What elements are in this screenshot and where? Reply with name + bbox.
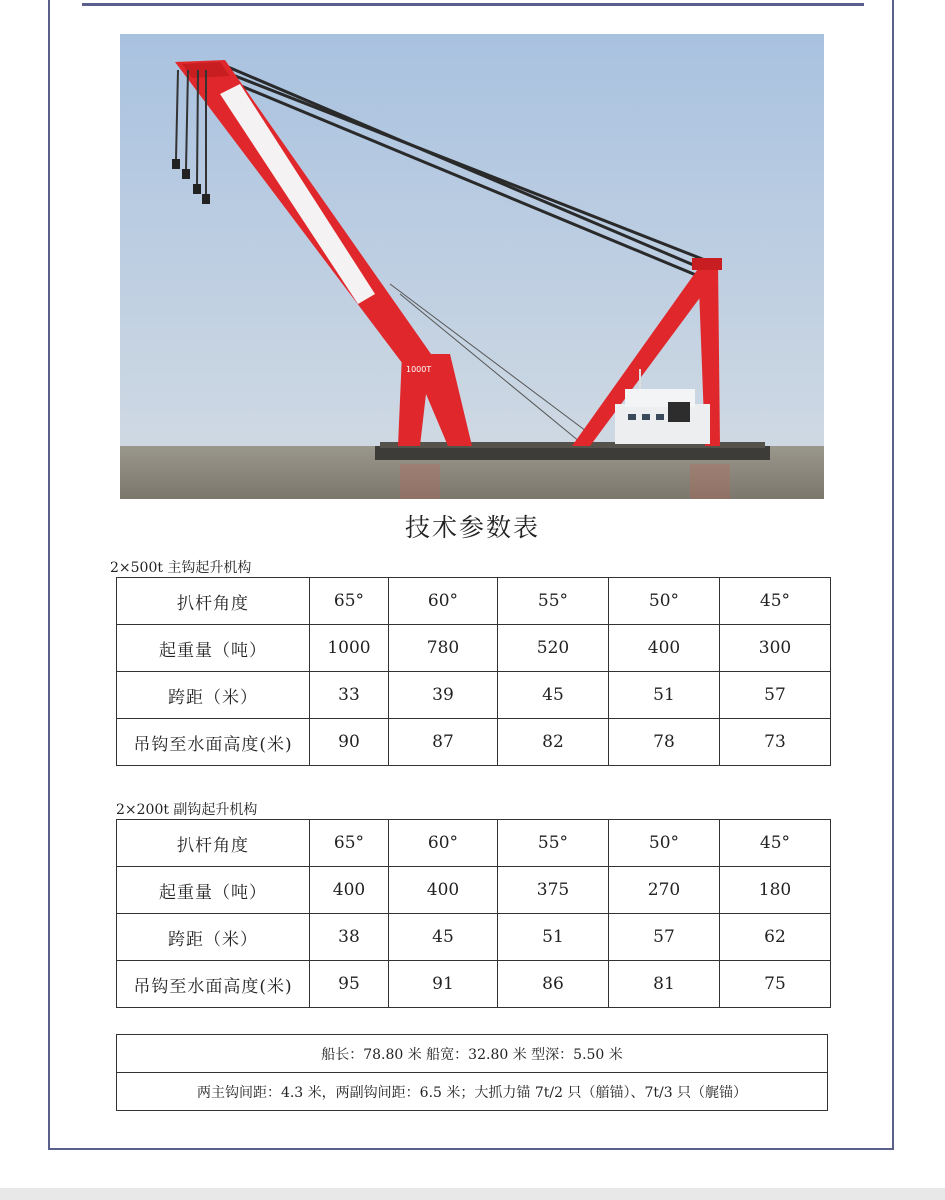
table-cell: 57 bbox=[720, 672, 831, 719]
table-cell: 73 bbox=[720, 719, 831, 766]
table-cell: 33 bbox=[310, 672, 389, 719]
table-row bbox=[117, 1035, 828, 1073]
table-cell: 82 bbox=[498, 719, 609, 766]
row-header: 起重量（吨） bbox=[117, 625, 310, 672]
hook-anchor-specs: 两主钩间距：4.3 米，两副钩间距：6.5 米；大抓力锚 7t/2 只（艏锚）、7t/3 只（艉锚） bbox=[117, 1073, 828, 1111]
table-cell: 39 bbox=[389, 672, 498, 719]
table-cell: 78 bbox=[609, 719, 720, 766]
table-cell: 55° bbox=[498, 820, 609, 867]
table-cell: 65° bbox=[310, 578, 389, 625]
table-cell: 60° bbox=[389, 820, 498, 867]
table-cell: 38 bbox=[310, 914, 389, 961]
table-row bbox=[117, 961, 831, 1008]
table-cell: 60° bbox=[389, 578, 498, 625]
table-cell: 300 bbox=[720, 625, 831, 672]
table-row bbox=[117, 672, 831, 719]
row-header: 扒杆角度 bbox=[117, 820, 310, 867]
table-cell: 400 bbox=[310, 867, 389, 914]
table-cell: 400 bbox=[609, 625, 720, 672]
table-row bbox=[117, 578, 831, 625]
table-cell: 57 bbox=[609, 914, 720, 961]
table-row bbox=[117, 867, 831, 914]
table-cell: 270 bbox=[609, 867, 720, 914]
table-row bbox=[117, 625, 831, 672]
table-cell: 45° bbox=[720, 820, 831, 867]
table-cell: 65° bbox=[310, 820, 389, 867]
vessel-dimensions: 船长：78.80 米 船宽：32.80 米 型深：5.50 米 bbox=[117, 1035, 828, 1073]
table-cell: 62 bbox=[720, 914, 831, 961]
row-header: 吊钩至水面高度(米) bbox=[117, 719, 310, 766]
table-cell: 400 bbox=[389, 867, 498, 914]
table-cell: 780 bbox=[389, 625, 498, 672]
table-cell: 50° bbox=[609, 820, 720, 867]
table-cell: 95 bbox=[310, 961, 389, 1008]
table-cell: 45 bbox=[389, 914, 498, 961]
aux-hoist-label: 2×200t 副钩起升机构 bbox=[116, 802, 258, 818]
document-title: 技术参数表 bbox=[404, 513, 540, 542]
row-header: 跨距（米） bbox=[117, 914, 310, 961]
table-cell: 51 bbox=[609, 672, 720, 719]
row-header: 吊钩至水面高度(米) bbox=[117, 961, 310, 1008]
table-cell: 1000 bbox=[310, 625, 389, 672]
aux-hoist-table bbox=[116, 819, 831, 1008]
table-cell: 50° bbox=[609, 578, 720, 625]
table-cell: 91 bbox=[389, 961, 498, 1008]
crane-vessel-photo bbox=[120, 34, 824, 499]
table-row bbox=[117, 1073, 828, 1111]
boom-badge: 1000T bbox=[406, 365, 432, 374]
bottom-band bbox=[0, 1188, 945, 1200]
table-cell: 180 bbox=[720, 867, 831, 914]
main-hoist-label: 2×500t 主钩起升机构 bbox=[110, 560, 252, 576]
table-cell: 75 bbox=[720, 961, 831, 1008]
row-header: 起重量（吨） bbox=[117, 867, 310, 914]
row-header: 扒杆角度 bbox=[117, 578, 310, 625]
table-cell: 90 bbox=[310, 719, 389, 766]
row-header: 跨距（米） bbox=[117, 672, 310, 719]
top-divider bbox=[82, 3, 864, 6]
table-cell: 86 bbox=[498, 961, 609, 1008]
table-cell: 81 bbox=[609, 961, 720, 1008]
table-cell: 87 bbox=[389, 719, 498, 766]
table-cell: 520 bbox=[498, 625, 609, 672]
vessel-specs-table bbox=[116, 1034, 828, 1111]
table-cell: 45° bbox=[720, 578, 831, 625]
table-cell: 375 bbox=[498, 867, 609, 914]
table-row bbox=[117, 820, 831, 867]
main-hoist-table bbox=[116, 577, 831, 766]
table-cell: 55° bbox=[498, 578, 609, 625]
table-row bbox=[117, 719, 831, 766]
table-row bbox=[117, 914, 831, 961]
table-cell: 45 bbox=[498, 672, 609, 719]
table-cell: 51 bbox=[498, 914, 609, 961]
